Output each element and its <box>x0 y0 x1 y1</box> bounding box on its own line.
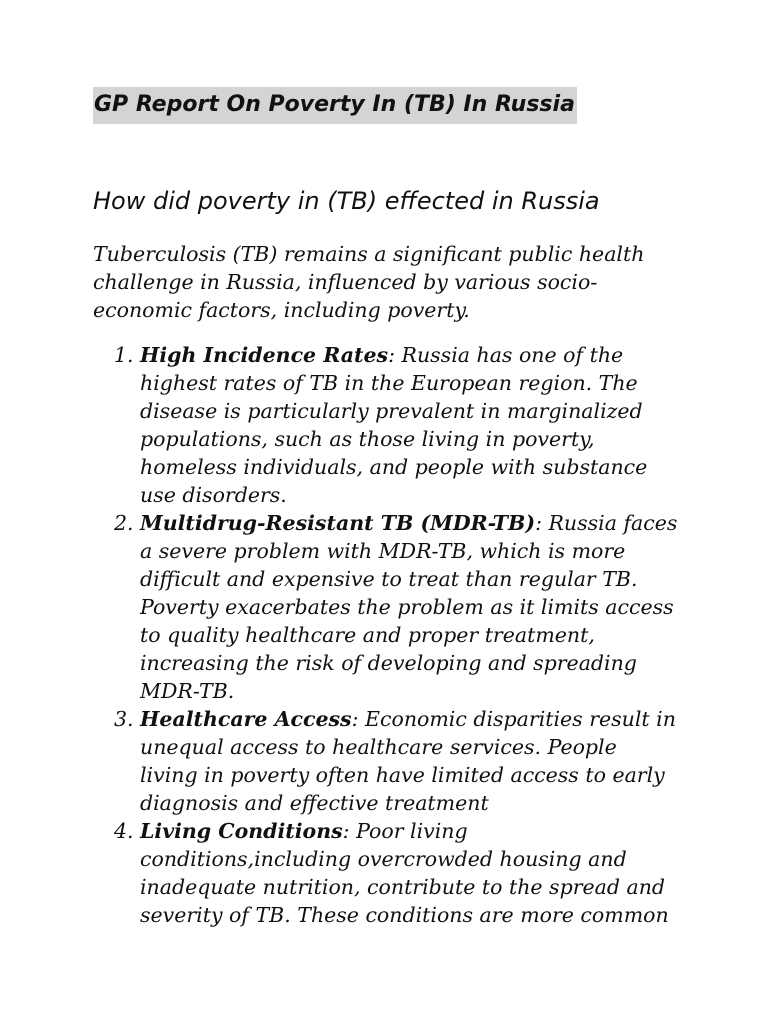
list-item-text: : Russia has one of the <box>388 343 624 367</box>
intro-paragraph <box>93 240 693 324</box>
list-item-first-line <box>140 817 768 845</box>
document-title: GP Report On Poverty In (TB) In Russia <box>93 87 577 124</box>
list-item-line: diagnosis and effective treatment <box>140 791 489 815</box>
section-heading: How did poverty in (TB) effected in Russia <box>93 187 600 215</box>
list-item-first-line <box>140 509 768 537</box>
list-item <box>0 705 768 817</box>
list-item-line: inadequate nutrition, contribute to the spread and <box>140 875 666 899</box>
list-item-first-line <box>140 705 768 733</box>
list-item-term: High Incidence Rates <box>140 343 389 367</box>
list-item-first-line <box>140 341 768 369</box>
list-item-line: disease is particularly prevalent in marginalized <box>140 399 643 423</box>
list-item-line: unequal access to healthcare services. People <box>140 735 617 759</box>
list-item <box>0 509 768 705</box>
list-item-line: use disorders. <box>140 483 287 507</box>
list-item-line: Poverty exacerbates the problem as it limits access <box>140 595 674 619</box>
list-item-line: conditions,including overcrowded housing and <box>140 847 627 871</box>
intro-line: economic factors, including poverty. <box>93 298 470 322</box>
list-item-text: : Poor living <box>342 819 468 843</box>
list-item-line: homeless individuals, and people with substance <box>140 455 648 479</box>
list-item-line: living in poverty often have limited access to early <box>140 763 665 787</box>
intro-line: Tuberculosis (TB) remains a significant public health <box>93 242 645 266</box>
numbered-list <box>0 341 768 929</box>
list-item-line: populations, such as those living in poverty, <box>140 427 595 451</box>
list-item-line: severity of TB. These conditions are more common <box>140 903 669 927</box>
list-item-number: 2. <box>114 511 134 535</box>
intro-line: challenge in Russia, influenced by various socio- <box>93 270 598 294</box>
list-item-line: MDR-TB. <box>140 679 235 703</box>
list-item-term: Healthcare Access <box>140 707 352 731</box>
list-item-term: Multidrug-Resistant TB (MDR-TB) <box>140 511 536 535</box>
list-item-number: 4. <box>114 819 134 843</box>
list-item-line: a severe problem with MDR-TB, which is more <box>140 539 626 563</box>
list-item-number: 1. <box>114 343 134 367</box>
list-item-line: highest rates of TB in the European region. The <box>140 371 638 395</box>
list-item-line: to quality healthcare and proper treatment, <box>140 623 595 647</box>
list-item-text: : Economic disparities result in <box>351 707 676 731</box>
list-item <box>0 817 768 929</box>
list-item-number: 3. <box>114 707 134 731</box>
list-item-line: difficult and expensive to treat than regular TB. <box>140 567 638 591</box>
list-item <box>0 341 768 509</box>
list-item-line: increasing the risk of developing and spreading <box>140 651 637 675</box>
list-item-term: Living Conditions <box>140 819 343 843</box>
list-item-text: : Russia faces <box>535 511 678 535</box>
